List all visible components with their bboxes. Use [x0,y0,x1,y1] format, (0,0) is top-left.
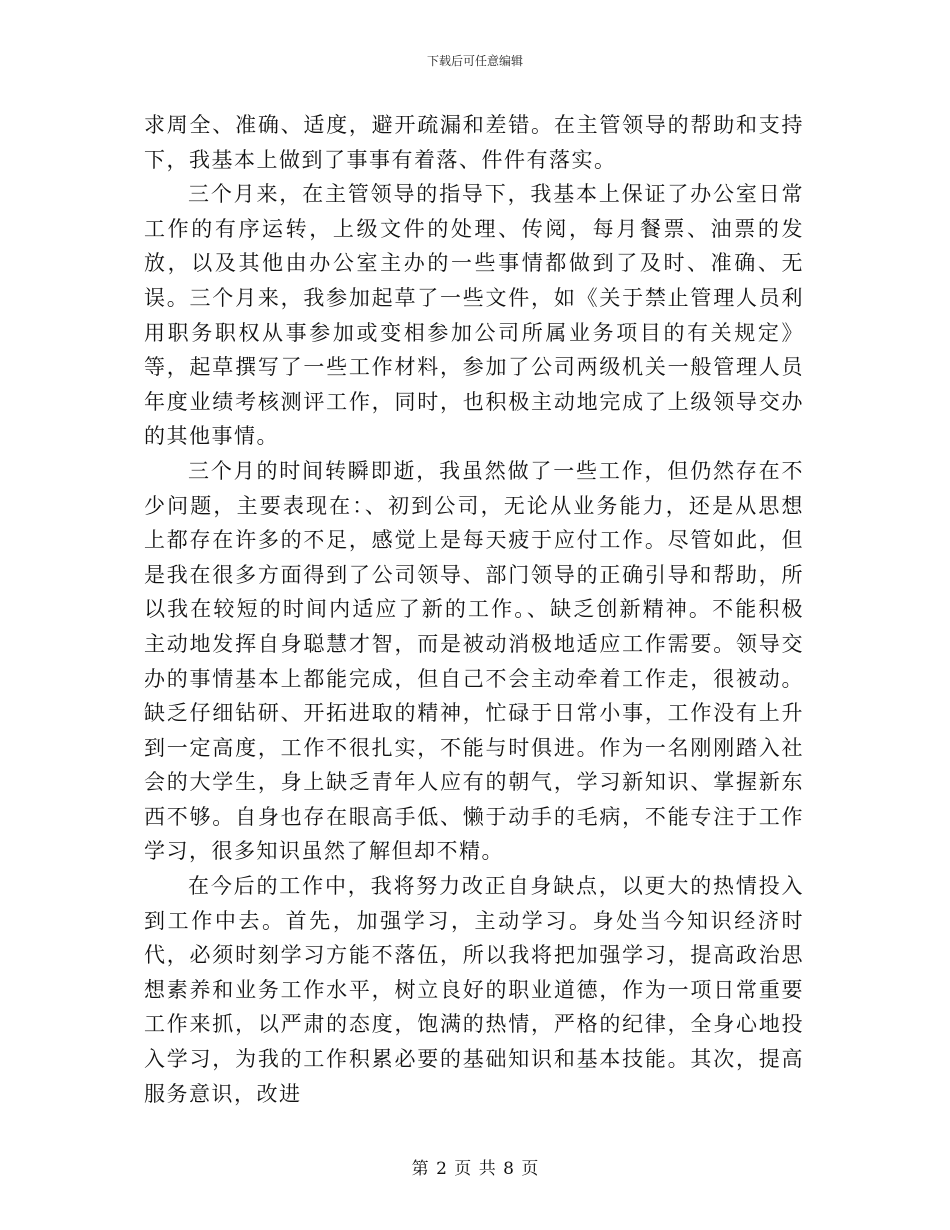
document-body [144,108,804,1111]
paragraph-2: 三个月来，在主管领导的指导下，我基本上保证了办公室日常工作的有序运转，上级文件的处理、传阅，每月餐票、油票的发放，以及其他由办公室主办的一些事情都做到了及时、准确、无误。三个月来，我参加起草了一些文件，如《关于禁止管理人员利用职务职权从事参加或变相参加公司所属业务项目的有关规定》等，起草撰写了一些工作材料，参加了公司两级机关一般管理人员年度业绩考核测评工作，同时，也积极主动地完成了上级领导交办的其他事情。 [144,182,804,449]
paragraph-1: 求周全、准确、适度，避开疏漏和差错。在主管领导的帮助和支持下，我基本上做到了事事有着落、件件有落实。 [144,113,804,172]
header-note: 下载后可任意编辑 [426,54,523,68]
page-number: 第 2 页 共 8 页 [411,1159,539,1179]
paragraph-4: 在今后的工作中，我将努力改正自身缺点，以更大的热情投入到工作中去。首先，加强学习，主动学习。身处当今知识经济时代，必须时刻学习方能不落伍，所以我将把加强学习，提高政治思想素养和业务工作水平，树立良好的职业道德，作为一项日常重要工作来抓，以严肃的态度，饱满的热情，严格的纪律，全身心地投入学习，为我的工作积累必要的基础知识和基本技能。其次，提高服务意识，改进 [144,874,804,1106]
paragraph-3: 三个月的时间转瞬即逝，我虽然做了一些工作，但仍然存在不少问题，主要表现在：、初到公司，无论从业务能力，还是从思想上都存在许多的不足，感觉上是每天疲于应付工作。尽管如此，但是我在很多方面得到了公司领导、部门领导的正确引导和帮助，所以我在较短的时间内适应了新的工作。、缺乏创新精神。不能积极主动地发挥自身聪慧才智，而是被动消极地适应工作需要。领导交办的事情基本上都能完成，但自己不会主动牵着工作走，很被动。缺乏仔细钻研、开拓进取的精神，忙碌于日常小事，工作没有上升到一定高度，工作不很扎实，不能与时俱进。作为一名刚刚踏入社会的大学生，身上缺乏青年人应有的朝气，学习新知识、掌握新东西不够。自身也存在眼高手低、懒于动手的毛病，不能专注于工作学习，很多知识虽然了解但却不精。 [144,458,804,864]
